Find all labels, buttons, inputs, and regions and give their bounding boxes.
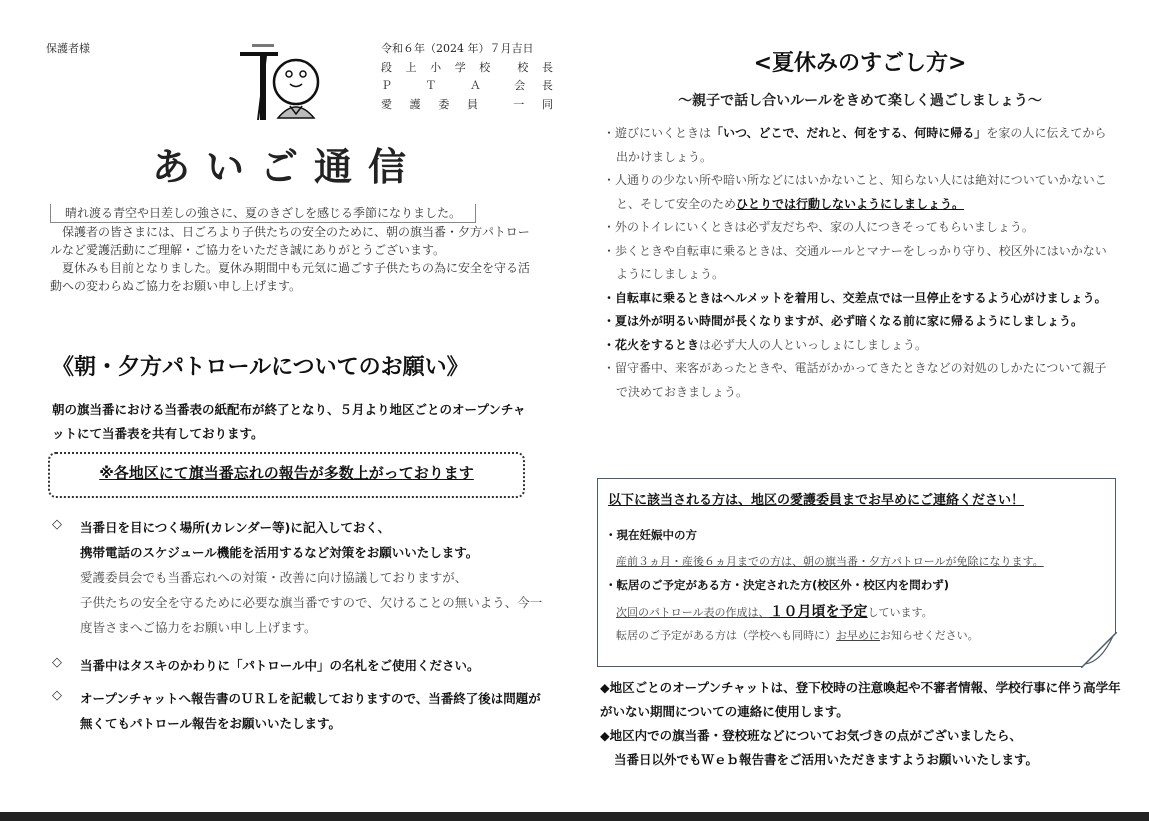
issuer-char: 校 [517,60,529,74]
newsletter-title: あいご通信 [152,144,423,189]
contact-pregnant: ・現在妊娠中の方 [605,528,697,542]
bullet-diamond: ◇ [52,517,62,532]
summer-heading: <夏休みのすごし方> [753,51,967,76]
summer-rule-6: ・夏は外が明るい時間が長くなりますが、必ず暗くなる前に家に帰るようにしましょう。 [603,314,1084,328]
bullet-diamond: ◇ [52,688,62,703]
issuer-char: 一 [513,97,525,111]
openchat-note-2: ◆地区内での旗当番・登校班などについてお気づきの点がございましたら、 [600,728,1022,743]
patrol-item-1-line3: 愛護委員会でも当番忘れへの対策・改善に向け協議しておりますが、 [80,570,468,585]
greeting-para-summer: 夏休みも目前となりました。夏休み期間中も元気に過ごす子供たちの為に安全を守る活動への変わらぬご協力をお願い申し上げます。 [50,261,531,293]
issue-date: 令和６年（2024 年）７月吉日 [381,42,534,55]
summer-rule-2: ・人通りの少ない所や暗い所などにはいかないこと、知らない人には絶対についていかないこと、そして安全のためひとりでは行動しないようにしましょう。 [603,173,1107,211]
contact-pregnant-note: 産前３ヵ月・産後６ヵ月までの方は、朝の旗当番・夕方パトロールが免除になります。 [616,555,1044,568]
patrol-item-1-line4: 子供たちの安全を守るために必要な旗当番ですので、欠けることの無いよう、今一度皆さまへご協力をお願い申し上げます。 [80,595,543,635]
greeting [50,204,538,295]
issuer-pta [381,77,553,96]
patrol-item-2: 当番中はタスキのかわりに「パトロール中」の名札をご使用ください。 [80,658,480,673]
page-fold-icon [1081,632,1117,668]
patrol-lead: 朝の旗当番における当番表の紙配布が終了となり、５月より地区ごとのオープンチャットにて当番表を共有しております。 [52,402,526,441]
summer-rule-7: ・花火をするときは必ず大人の人といっしょにしましょう。 [603,337,928,352]
issuer-char: Ｔ [425,79,437,92]
issuer-char: 長 [541,60,553,74]
openchat-notes [600,676,1125,772]
summer-rule-8: ・留守番中、来客があったときや、電話がかかってきたときなどの対処のしかたについて親子で決めておきましょう。 [603,361,1107,399]
greeting-first-line: 晴れ渡る青空や日差しの強さに、夏のきざしを感じる季節になりました。 [50,204,476,223]
patrol-notice-text: ※各地区にて旗当番忘れの報告が多数上がっております [99,464,474,482]
aigo-logo [238,44,324,120]
issuer-char: 段 [381,60,392,74]
contact-box [597,478,1116,667]
summer-rule-3: ・外のトイレにいくときは必ず友だちや、家の人につきそってもらいましょう。 [603,220,1034,234]
bullet-diamond: ◇ [52,655,62,670]
issuer-char: 校 [479,60,491,74]
issuer-char: 護 [409,97,421,111]
patrol-notice-box [48,452,525,498]
openchat-note-3: 当番日以外でもＷｅｂ報告書をご活用いただきますようお願いいたします。 [614,752,1039,767]
greeting-para-thanks: 保護者の皆さまには、日ごろより子供たちの安全のために、朝の旗当番・夕方パトロールなど愛護活動にご理解・ご協力をいただき誠にありがとうございます。 [50,225,530,257]
issuer-committee [381,96,553,115]
patrol-item-1 [80,515,550,640]
patrol-item-3: オープンチャットへ報告書のＵＲＬを記載しておりますので、当番終了後は問題が無くてもパトロール報告をお願いいたします。 [80,691,541,731]
patrol-item-1-line1: 当番日を目につく場所(カレンダー等)に記入しておく、 [80,520,391,535]
contact-moving: ・転居のご予定がある方・決定された方(校区外・校区内を問わず) [605,578,950,592]
issuer-block [381,40,553,114]
summer-rule-5: ・自転車に乗るときはヘルメットを着用し、交差点では一旦停止をするよう心がけましょう。 [603,290,1107,305]
issuer-char: Ｐ [381,79,392,92]
summer-rule-4: ・歩くときや自転車に乗るときは、交通ルールとマナーをしっかり守り、校区外にはいかないようにしましょう。 [603,243,1107,281]
summer-rule-1: ・遊びにいくときは「いつ、どこで、だれと、何をする、何時に帰る」を家の人に伝えてから出かけましょう。 [603,126,1107,164]
issuer-char: 小 [430,60,442,74]
summer-subheading: ～親子で話し合いルールをきめて楽しく過ごしましょう～ [678,93,1042,109]
addressee: 保護者様 [46,42,90,55]
issuer-principal [381,59,553,78]
issuer-char: 同 [541,97,553,111]
issuer-char: 会 [514,79,526,92]
summer-rules [603,122,1118,404]
patrol-heading: 《朝・夕方パトロールについてのお願い》 [52,355,469,380]
issuer-char: 委 [438,97,450,111]
issuer-char: Ａ [469,79,481,92]
issuer-char: 学 [454,60,466,74]
bottom-rule [0,812,1149,821]
issuer-char: 上 [405,60,417,74]
contact-heading: 以下に該当される方は、地区の愛護委員までお早めにご連絡ください！ [608,493,1025,508]
issuer-char: 愛 [381,97,392,111]
openchat-note-1: ◆地区ごとのオープンチャットは、登下校時の注意喚起や不審者情報、学校行事に伴う高学年がいない期間についての連絡に使用します。 [600,680,1121,719]
issuer-char: 長 [541,79,553,92]
contact-moving-schedule: 次回のパトロール表の作成は、１０月頃を予定しています。 [616,604,933,620]
patrol-item-1-line2: 携帯電話のスケジュール機能を活用するなど対策をお願いいたします。 [80,545,479,560]
issuer-char: 員 [466,97,478,111]
contact-moving-note: 転居のご予定がある方は（学校へも同時に）お早めにお知らせください。 [616,629,979,642]
